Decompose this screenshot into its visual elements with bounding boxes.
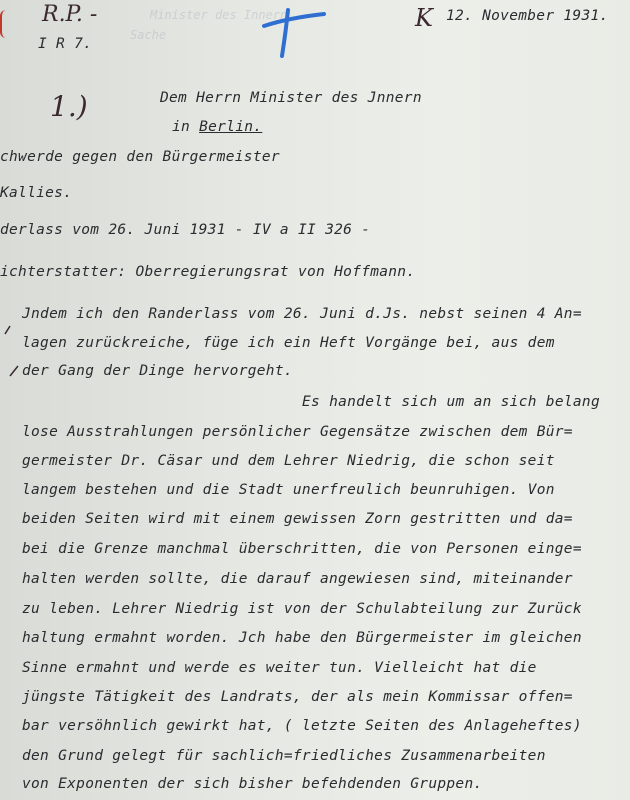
handwritten-item-marker: 1.) <box>50 90 88 123</box>
body-line: germeister Dr. Cäsar und dem Lehrer Niedrig, die schon seit <box>22 453 555 469</box>
body-line: beiden Seiten wird mit einem gewissen Zorn gestritten und da= <box>22 511 573 527</box>
margin-check-mark <box>2 320 20 342</box>
date-mark: K <box>415 4 433 32</box>
body-line: jüngste Tätigkeit des Landrats, der als mein Kommissar offen= <box>22 689 573 705</box>
handwritten-reference: R.P. - <box>42 2 98 27</box>
body-line: zu leben. Lehrer Niedrig ist von der Schulabteilung zur Zurück <box>22 601 582 617</box>
subject-line: chwerde gegen den Bürgermeister <box>0 149 280 165</box>
body-line: der Gang der Dinge hervorgeht. <box>22 363 293 379</box>
addressee-city: Berlin. <box>199 119 263 135</box>
body-line: halten werden sollte, die darauf angewiesen sind, miteinander <box>22 571 573 587</box>
body-line: bei die Grenze manchmal überschritten, die von Personen einge= <box>22 541 582 557</box>
body-line: langem bestehen und die Stadt unerfreulich beunruhigen. Von <box>22 482 555 498</box>
body-line: den Grund gelegt für sachlich=friedliches Zusammenarbeiten <box>22 748 546 764</box>
body-line: Jndem ich den Randerlass vom 26. Juni d.Js. nebst seinen 4 An= <box>22 306 582 322</box>
bleed-through-stamp: Sache <box>130 28 167 42</box>
body-line: Es handelt sich um an sich belang <box>302 394 600 410</box>
bleed-through-stamp: Minister des Innern <box>150 8 288 22</box>
addressee-city-line <box>172 119 262 135</box>
rapporteur-line: ichterstatter: Oberregierungsrat von Hoffmann. <box>0 264 416 280</box>
addressee-prefix: in <box>172 119 191 135</box>
body-line: Sinne ermahnt und werde es weiter tun. Vielleicht hat die <box>22 660 537 676</box>
body-line: haltung ermahnt worden. Jch habe den Bürgermeister im gleichen <box>22 630 582 646</box>
body-line: lagen zurückreiche, füge ich ein Heft Vorgänge bei, aus dem <box>22 335 555 351</box>
body-line: bar versöhnlich gewirkt hat, ( letzte Seiten des Anlageheftes) <box>22 718 582 734</box>
body-line: von Exponenten der sich bisher befehdenden Gruppen. <box>22 776 483 792</box>
decree-reference: derlass vom 26. Juni 1931 - IV a II 326 - <box>0 222 371 238</box>
letter-date: 12. November 1931. <box>446 8 609 24</box>
reference-number: I R 7. <box>38 36 93 52</box>
addressee-line: Dem Herrn Minister des Jnnern <box>160 90 422 106</box>
blue-pencil-cross-mark <box>258 4 328 60</box>
red-pencil-mark <box>0 10 8 38</box>
body-line: lose Ausstrahlungen persönlicher Gegensätze zwischen dem Bür= <box>22 424 573 440</box>
subject-line: Kallies. <box>0 185 73 201</box>
